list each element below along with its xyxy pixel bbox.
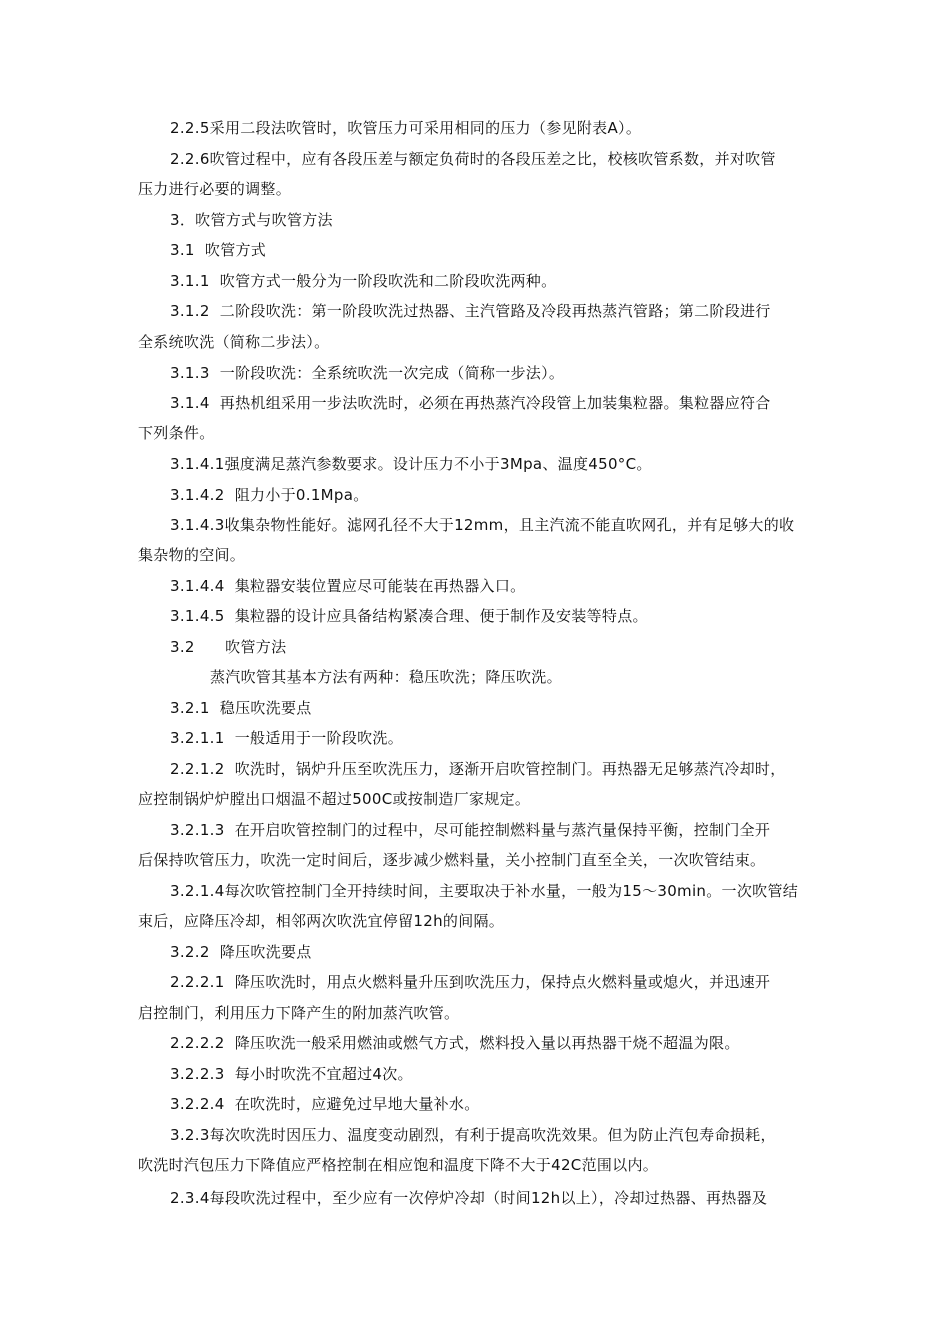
paragraph-3-2-1-3: 3.2.1.3 在开启吹管控制门的过程中，尽可能控制燃料量与蒸汽量保持平衡，控制门全开 — [170, 821, 771, 839]
paragraph-3-1-4-2: 3.1.4.2 阻力小于0.1Mpa。 — [170, 486, 369, 504]
paragraph-3-1-4: 3.1.4 再热机组采用一步法吹洗时，必须在再热蒸汽冷段管上加装集粒器。集粒器应符合 — [170, 394, 771, 412]
heading-section-3: 3．吹管方式与吹管方法 — [170, 211, 333, 229]
paragraph-2-2-6: 2.2.6吹管过程中，应有各段压差与额定负荷时的各段压差之比，校核吹管系数，并对吹管 — [170, 150, 776, 168]
paragraph-3-1-2: 3.1.2 二阶段吹洗：第一阶段吹洗过热器、主汽管路及冷段再热蒸汽管路；第二阶段进行 — [170, 302, 771, 320]
heading-3-1: 3.1 吹管方式 — [170, 241, 267, 259]
paragraph-3-1-2-cont: 全系统吹洗（简称二步法）。 — [138, 333, 330, 351]
paragraph-2-2-2-1-cont: 启控制门，利用压力下降产生的附加蒸汽吹管。 — [138, 1004, 460, 1022]
paragraph-3-1-4-3: 3.1.4.3收集杂物性能好。滤网孔径不大于12mm，且主汽流不能直吹网孔，并有足够大的收 — [170, 516, 795, 534]
heading-3-2-1: 3.2.1 稳压吹洗要点 — [170, 699, 312, 717]
paragraph-3-1-3: 3.1.3 一阶段吹洗：全系统吹洗一次完成（简称一步法）。 — [170, 364, 565, 382]
paragraph-3-1-4-1: 3.1.4.1强度满足蒸汽参数要求。设计压力不小于3Mpa、温度450°C。 — [170, 455, 652, 473]
paragraph-3-1-4-4: 3.1.4.4 集粒器安装位置应尽可能装在再热器入口。 — [170, 577, 526, 595]
paragraph-3-2-3: 3.2.3每次吹洗时因压力、温度变动剧烈，有利于提高吹洗效果。但为防止汽包寿命损耗， — [170, 1126, 776, 1144]
heading-3-2-2: 3.2.2 降压吹洗要点 — [170, 943, 312, 961]
paragraph-2-2-5: 2.2.5采用二段法吹管时，吹管压力可采用相同的压力（参见附表A）。 — [170, 119, 642, 137]
paragraph-3-2-1-4-cont: 束后，应降压冷却，相邻两次吹洗宜停留12h的间隔。 — [138, 912, 505, 930]
paragraph-2-2-1-2-cont: 应控制锅炉炉膛出口烟温不超过500C或按制造厂家规定。 — [138, 790, 531, 808]
paragraph-3-2-1-4: 3.2.1.4每次吹管控制门全开持续时间，主要取决于补水量，一般为15～30min。一次吹管结 — [170, 882, 799, 900]
paragraph-3-1-4-3-cont: 集杂物的空间。 — [138, 546, 246, 564]
paragraph-2-2-2-1: 2.2.2.1 降压吹洗时，用点火燃料量升压到吹洗压力，保持点火燃料量或熄火，并迅速开 — [170, 973, 771, 991]
paragraph-3-2-1-1: 3.2.1.1 一般适用于一阶段吹洗。 — [170, 729, 404, 747]
paragraph-3-2-intro: 蒸汽吹管其基本方法有两种：稳压吹洗；降压吹洗。 — [210, 668, 562, 686]
paragraph-3-2-2-4: 3.2.2.4 在吹洗时，应避免过早地大量补水。 — [170, 1095, 480, 1113]
paragraph-3-1-4-cont: 下列条件。 — [138, 424, 215, 442]
paragraph-2-2-1-2: 2.2.1.2 吹洗时，锅炉升压至吹洗压力，逐渐开启吹管控制门。再热器无足够蒸汽冷却时， — [170, 760, 786, 778]
paragraph-2-3-4: 2.3.4每段吹洗过程中，至少应有一次停炉冷却（时间12h以上），冷却过热器、再热器及 — [170, 1189, 768, 1207]
paragraph-2-2-6-cont: 压力进行必要的调整。 — [138, 180, 292, 198]
paragraph-3-1-4-5: 3.1.4.5 集粒器的设计应具备结构紧凑合理、便于制作及安装等特点。 — [170, 607, 648, 625]
paragraph-3-2-2-3: 3.2.2.3 每小时吹洗不宜超过4次。 — [170, 1065, 413, 1083]
paragraph-3-2-3-cont: 吹洗时汽包压力下降值应严格控制在相应饱和温度下降不大于42C范围以内。 — [138, 1156, 659, 1174]
paragraph-2-2-2-2: 2.2.2.2 降压吹洗一般采用燃油或燃气方式，燃料投入量以再热器干烧不超温为限。 — [170, 1034, 740, 1052]
heading-3-2: 3.2 吹管方法 — [170, 638, 287, 656]
paragraph-3-1-1: 3.1.1 吹管方式一般分为一阶段吹洗和二阶段吹洗两种。 — [170, 272, 557, 290]
paragraph-3-2-1-3-cont: 后保持吹管压力，吹洗一定时间后，逐步减少燃料量，关小控制门直至全关，一次吹管结束。 — [138, 851, 766, 869]
